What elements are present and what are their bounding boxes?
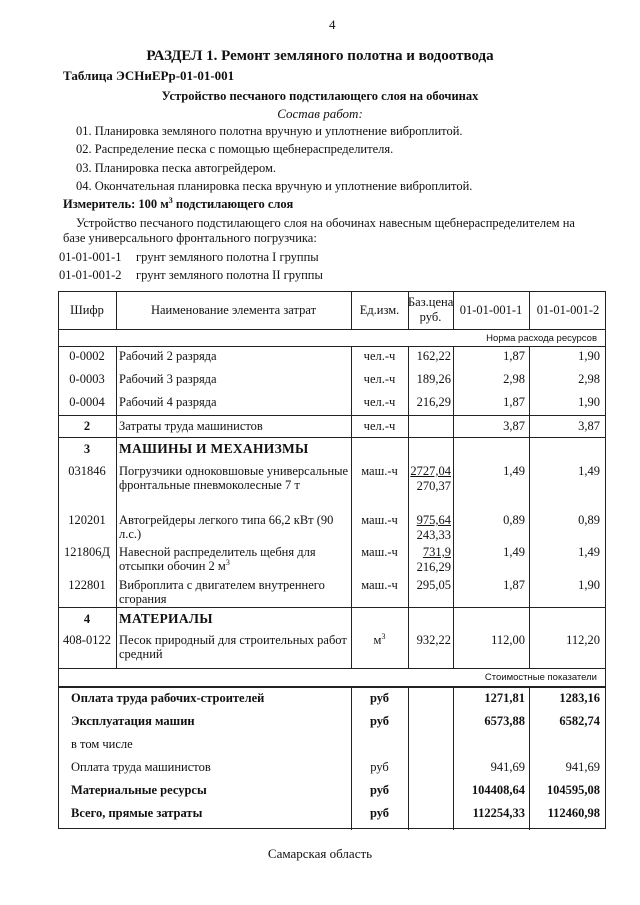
- row-code: 121806Д: [63, 545, 111, 559]
- cost-unit: руб: [369, 806, 390, 820]
- row-divider: [59, 346, 605, 347]
- cost-unit: руб: [369, 691, 390, 705]
- footer-region: Самарская область: [267, 846, 373, 861]
- variant-text: грунт земляного полотна II группы: [136, 268, 323, 282]
- work-item: 04. Окончательная планировка песка вручную и уплотнение виброплитой.: [76, 179, 473, 193]
- row-code: 2: [83, 419, 91, 433]
- row-name: Рабочий 2 разряда: [119, 349, 217, 363]
- row-name: Погрузчики одноковшовые универсальные фронтальные пневмоколесные 7 т: [119, 464, 349, 492]
- cost-value-1: 112254,33: [472, 806, 525, 820]
- row-value-1: 1,87: [503, 578, 525, 592]
- row-unit: $м^3$: [373, 631, 386, 647]
- variant-code: 01-01-001-2: [59, 268, 122, 282]
- row-price: 2727,04: [410, 464, 451, 478]
- row-price: 189,26: [416, 372, 451, 386]
- header-price: Баз.цена: [408, 295, 454, 309]
- work-item: 03. Планировка песка автогрейдером.: [76, 161, 277, 175]
- row-value-1: 1,49: [503, 464, 525, 478]
- row-price: 162,22: [416, 349, 451, 363]
- row-value-2: 1,49: [578, 545, 600, 559]
- cost-value-2: 112460,98: [547, 806, 600, 820]
- row-name: Песок природный для строительных работ средний: [119, 633, 347, 661]
- col-divider: [408, 686, 409, 830]
- row-value-1: 2,98: [503, 372, 525, 386]
- row-code: 408-0122: [63, 633, 111, 647]
- cost-name: Всего, прямые затраты: [71, 806, 203, 820]
- row-divider: [59, 668, 605, 669]
- row-name: Навесной распределитель щебня для отсыпки обочин 2 $м^3$: [119, 545, 316, 573]
- row-unit: маш.-ч: [361, 545, 398, 559]
- header-unit: Ед.изм.: [359, 303, 400, 317]
- cost-unit: руб: [369, 714, 390, 728]
- row-value-1: 1,87: [503, 395, 525, 409]
- row-name: Затраты труда машинистов: [119, 419, 263, 433]
- row-price: 295,05: [416, 578, 451, 592]
- cost-name: Оплата труда машинистов: [71, 760, 211, 774]
- col-divider: [116, 346, 117, 668]
- section-name: МАТЕРИАЛЫ: [119, 611, 213, 626]
- row-name: Рабочий 3 разряда: [119, 372, 217, 386]
- row-value-2: 1,90: [578, 395, 600, 409]
- row-code: 0-0003: [69, 372, 105, 386]
- row-code: 122801: [68, 578, 106, 592]
- row-unit: чел.-ч: [363, 372, 396, 386]
- row-value-2: 112,20: [566, 633, 600, 647]
- work-composition-header: Состав работ:: [277, 106, 363, 121]
- header-price-unit: руб.: [419, 310, 442, 324]
- cost-value-1: 1271,81: [484, 691, 525, 705]
- table-code: Таблица ЭСНиЕРр-01-01-001: [63, 68, 235, 83]
- row-value-1: 112,00: [491, 633, 525, 647]
- section-code: 4: [83, 612, 91, 626]
- row-price: 932,22: [416, 633, 451, 647]
- row-unit: чел.-ч: [363, 419, 396, 433]
- header-col1: 01-01-001-1: [459, 303, 523, 317]
- section-name: МАШИНЫ И МЕХАНИЗМЫ: [119, 441, 309, 456]
- row-unit: маш.-ч: [361, 513, 398, 527]
- description-line: базе универсального фронтального погрузчика:: [63, 231, 317, 245]
- row-price: 975,64: [416, 513, 451, 527]
- row-unit: маш.-ч: [361, 464, 398, 478]
- row-name: Автогрейдеры легкого типа 66,2 кВт (90 л.с.): [119, 513, 334, 541]
- section-code: 3: [83, 442, 91, 456]
- cost-name: Эксплуатация машин: [71, 714, 195, 728]
- row-value-2: 1,90: [578, 578, 600, 592]
- cost-value-1: 104408,64: [471, 783, 525, 797]
- cost-value-1: 6573,88: [484, 714, 525, 728]
- row-divider: [59, 415, 605, 416]
- row-value-1: 1,87: [503, 349, 525, 363]
- variant-code: 01-01-001-1: [59, 250, 122, 264]
- work-item: 02. Распределение песка с помощью щебнераспределителя.: [76, 142, 394, 156]
- row-price-machinist: 270,37: [416, 479, 451, 493]
- page-number: 4: [329, 17, 336, 32]
- meter-line: Измеритель: 100 $м^3$ подстилающего слоя: [63, 195, 294, 211]
- row-value-2: 3,87: [578, 419, 600, 433]
- row-divider: [59, 437, 605, 438]
- cost-value-2: 1283,16: [559, 691, 600, 705]
- cost-value-2: 104595,08: [546, 783, 600, 797]
- section-title: РАЗДЕЛ 1. Ремонт земляного полотна и водоотвода: [146, 48, 494, 64]
- work-item: 01. Планировка земляного полотна вручную и уплотнение виброплитой.: [76, 124, 463, 138]
- row-code: 031846: [68, 464, 106, 478]
- row-code: 0-0004: [69, 395, 105, 409]
- row-code: 120201: [68, 513, 106, 527]
- header-name: Наименование элемента затрат: [150, 303, 317, 317]
- row-value-2: 0,89: [578, 513, 600, 527]
- row-unit: маш.-ч: [361, 578, 398, 592]
- row-price: 731,9: [422, 545, 451, 559]
- header-col2: 01-01-001-2: [536, 303, 600, 317]
- row-name: Виброплита с двигателем внутреннего сгорания: [119, 578, 325, 606]
- row-unit: чел.-ч: [363, 395, 396, 409]
- cost-unit: руб: [370, 760, 389, 774]
- header-code: Шифр: [70, 303, 104, 317]
- row-name: Рабочий 4 разряда: [119, 395, 217, 409]
- variant-text: грунт земляного полотна I группы: [136, 250, 319, 264]
- row-divider: [59, 686, 605, 688]
- cost-unit: руб: [369, 783, 390, 797]
- row-divider: [59, 607, 605, 608]
- resource-table: [58, 291, 606, 829]
- row-value-1: 3,87: [503, 419, 525, 433]
- cost-value-1: 941,69: [490, 760, 525, 774]
- table-subtitle: Устройство песчаного подстилающего слоя на обочинах: [161, 89, 479, 103]
- row-value-2: 1,49: [578, 464, 600, 478]
- row-value-1: 1,49: [503, 545, 525, 559]
- row-price-machinist: 243,33: [416, 528, 451, 542]
- row-value-1: 0,89: [503, 513, 525, 527]
- cost-value-2: 941,69: [565, 760, 600, 774]
- cost-name: в том числе: [71, 737, 133, 751]
- row-divider: [59, 329, 605, 330]
- cost-name: Оплата труда рабочих-строителей: [71, 691, 265, 705]
- cost-header: Стоимостные показатели: [484, 672, 597, 683]
- norm-header: Норма расхода ресурсов: [486, 333, 597, 344]
- row-unit: чел.-ч: [363, 349, 396, 363]
- row-value-2: 1,90: [578, 349, 600, 363]
- row-code: 0-0002: [69, 349, 105, 363]
- row-value-2: 2,98: [578, 372, 600, 386]
- description-line: Устройство песчаного подстилающего слоя на обочинах навесным щебнераспределителем на: [76, 216, 575, 230]
- row-price: 216,29: [416, 395, 451, 409]
- cost-name: Материальные ресурсы: [71, 783, 207, 797]
- row-price-machinist: 216,29: [416, 560, 451, 574]
- cost-value-2: 6582,74: [559, 714, 600, 728]
